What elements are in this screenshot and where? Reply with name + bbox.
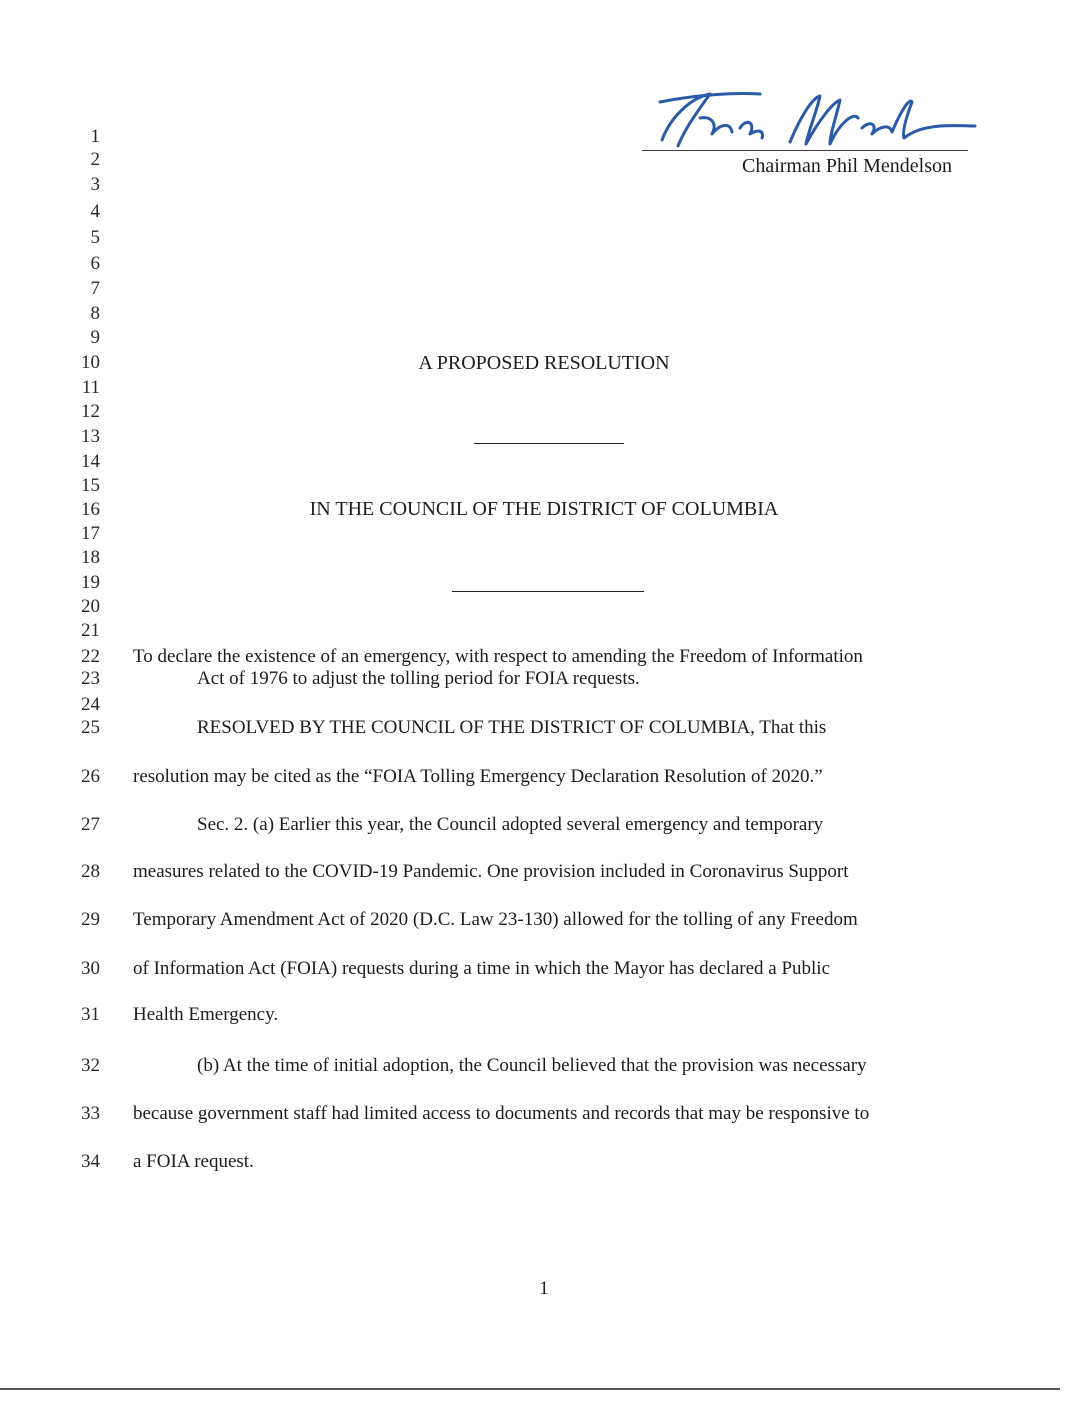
body-line-28: measures related to the COVID-19 Pandemic. One provision included in Coronavirus Support [133, 861, 849, 882]
line-number: 15 [81, 475, 100, 496]
line-number: 14 [81, 451, 100, 472]
body-line-29: Temporary Amendment Act of 2020 (D.C. Law 23-130) allowed for the tolling of any Freedom [133, 909, 858, 930]
line-number: 18 [81, 547, 100, 568]
line-number: 23 [81, 668, 100, 689]
title-divider [474, 443, 624, 444]
body-line-27: Sec. 2. (a) Earlier this year, the Council adopted several emergency and temporary [197, 814, 824, 835]
line-number: 29 [81, 909, 100, 930]
line-number: 16 [81, 499, 100, 520]
signature-line [642, 150, 968, 151]
line-number: 10 [81, 352, 100, 373]
line-number: 33 [81, 1103, 100, 1124]
line-number: 11 [81, 377, 100, 398]
purpose-line-1: To declare the existence of an emergency, with respect to amending the Freedom of Information [133, 646, 863, 667]
line-number: 26 [81, 766, 100, 787]
line-number: 9 [90, 327, 100, 348]
signature-image [640, 88, 980, 156]
body-line-32: (b) At the time of initial adoption, the Council believed that the provision was necessary [197, 1055, 867, 1076]
line-number: 28 [81, 861, 100, 882]
line-number: 24 [81, 694, 100, 715]
line-number: 19 [81, 572, 100, 593]
body-line-26: resolution may be cited as the “FOIA Tolling Emergency Declaration Resolution of 2020.” [133, 766, 823, 787]
line-number: 12 [81, 401, 100, 422]
line-number: 8 [90, 303, 100, 324]
resolution-title: A PROPOSED RESOLUTION [418, 352, 670, 374]
heading-divider [452, 591, 644, 592]
body-line-34: a FOIA request. [133, 1151, 254, 1172]
bottom-scan-edge [0, 1388, 1060, 1390]
line-number: 4 [90, 201, 100, 222]
line-number: 32 [81, 1055, 100, 1076]
line-number: 6 [90, 253, 100, 274]
line-number: 30 [81, 958, 100, 979]
line-number: 2 [90, 149, 100, 170]
page-number: 1 [539, 1278, 549, 1299]
line-number: 22 [81, 646, 100, 667]
body-line-25: RESOLVED BY THE COUNCIL OF THE DISTRICT OF COLUMBIA, That this [197, 717, 827, 738]
line-number: 21 [81, 620, 100, 641]
body-line-31: Health Emergency. [133, 1004, 279, 1025]
line-number: 20 [81, 596, 100, 617]
line-number: 13 [81, 426, 100, 447]
line-number: 7 [90, 278, 100, 299]
line-number: 3 [90, 174, 100, 195]
line-number: 5 [90, 227, 100, 248]
line-number: 31 [81, 1004, 100, 1025]
body-line-30: of Information Act (FOIA) requests during a time in which the Mayor has declared a Public [133, 958, 831, 979]
line-number: 1 [90, 126, 100, 147]
council-heading: IN THE COUNCIL OF THE DISTRICT OF COLUMBIA [309, 498, 779, 520]
line-number: 34 [81, 1151, 100, 1172]
purpose-line-2: Act of 1976 to adjust the tolling period for FOIA requests. [197, 668, 640, 689]
body-line-33: because government staff had limited access to documents and records that may be responsive to [133, 1103, 870, 1124]
line-number: 25 [81, 717, 100, 738]
signatory-name: Chairman Phil Mendelson [742, 155, 952, 177]
line-number: 17 [81, 523, 100, 544]
line-number: 27 [81, 814, 100, 835]
